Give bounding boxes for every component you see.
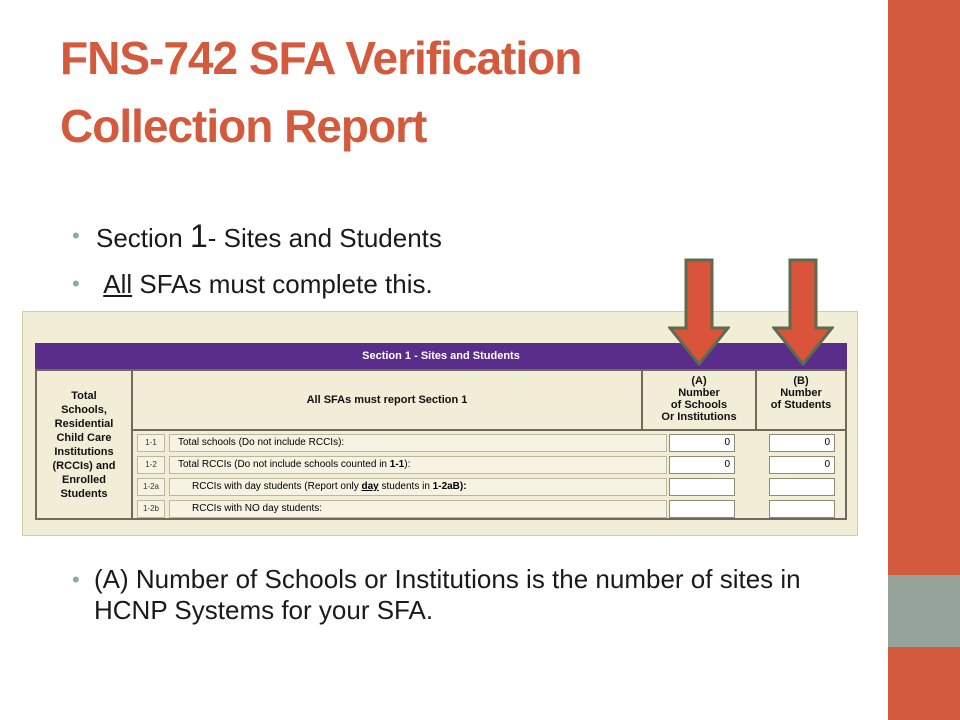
students-input[interactable] xyxy=(769,500,835,518)
table-row xyxy=(133,498,845,520)
table-row xyxy=(133,476,845,498)
bullet1-number: 1 xyxy=(189,218,208,254)
table-row xyxy=(133,432,845,454)
section-header: Section 1 - Sites and Students xyxy=(35,343,847,369)
form-grid xyxy=(35,369,847,520)
row-label-text: students in xyxy=(378,481,433,492)
row-code: 1-1 xyxy=(137,434,165,452)
bullet-all-sfas xyxy=(72,262,442,306)
row-label-text: RCCIs with day students (Report only xyxy=(192,481,362,492)
bullet-column-a-note xyxy=(72,564,834,626)
row-label xyxy=(169,478,667,496)
row-code: 1-2b xyxy=(137,500,165,518)
row-label xyxy=(169,456,667,474)
schools-input[interactable]: 0 xyxy=(669,434,735,452)
bullet1-suffix: - Sites and Students xyxy=(207,223,442,253)
bullet1-prefix: Section xyxy=(96,223,190,253)
bullet-dot: • xyxy=(72,223,80,248)
title-line-2: Collection Report xyxy=(60,100,427,152)
column-a-header: (A) Number of Schools Or Institutions xyxy=(643,371,757,431)
students-input[interactable]: 0 xyxy=(769,434,835,452)
row-label xyxy=(169,434,667,452)
left-column-header: Total Schools, Residential Child Care Institutions (RCCIs) and Enrolled Students xyxy=(37,371,133,518)
title-line-1: FNS-742 SFA Verification xyxy=(60,32,582,84)
row-label-bold: 1-2aB): xyxy=(432,481,467,492)
decorative-bar-middle xyxy=(888,575,960,647)
schools-input[interactable]: 0 xyxy=(669,456,735,474)
bullet-dot: • xyxy=(72,271,80,296)
row-label-text: RCCIs with NO day students: xyxy=(192,503,323,514)
form-screenshot xyxy=(22,311,858,536)
row-label-text: Total RCCIs (Do not include schools counted in xyxy=(178,459,390,470)
schools-input[interactable] xyxy=(669,500,735,518)
bullet-list xyxy=(72,214,442,306)
students-input[interactable]: 0 xyxy=(769,456,835,474)
slide-title xyxy=(60,24,860,160)
down-arrow-icon xyxy=(772,258,834,366)
row-label-text: ): xyxy=(404,459,411,470)
bullet-dot: • xyxy=(72,567,80,592)
decorative-bar-bottom xyxy=(888,647,960,720)
bullet-section xyxy=(72,214,442,258)
bullet2-underlined: All xyxy=(103,269,133,299)
column-b-header: (B) Number of Students xyxy=(757,371,845,431)
row-label xyxy=(169,500,667,518)
middle-header: All SFAs must report Section 1 xyxy=(133,371,643,431)
table-row xyxy=(133,454,845,476)
schools-input[interactable] xyxy=(669,478,735,496)
row-label-text: Total schools (Do not include RCCIs): xyxy=(178,437,345,448)
students-input[interactable] xyxy=(769,478,835,496)
row-code: 1-2a xyxy=(137,478,165,496)
bullet3-text: (A) Number of Schools or Institutions is the number of sites in HCNP Systems for your SFA. xyxy=(94,564,801,625)
row-code: 1-2 xyxy=(137,456,165,474)
down-arrow-icon xyxy=(668,258,730,366)
decorative-bar-top xyxy=(888,0,960,575)
row-label-bold: day xyxy=(361,481,379,492)
bullet2-rest: SFAs must complete this. xyxy=(132,269,433,299)
row-label-bold: 1-1 xyxy=(389,459,405,470)
